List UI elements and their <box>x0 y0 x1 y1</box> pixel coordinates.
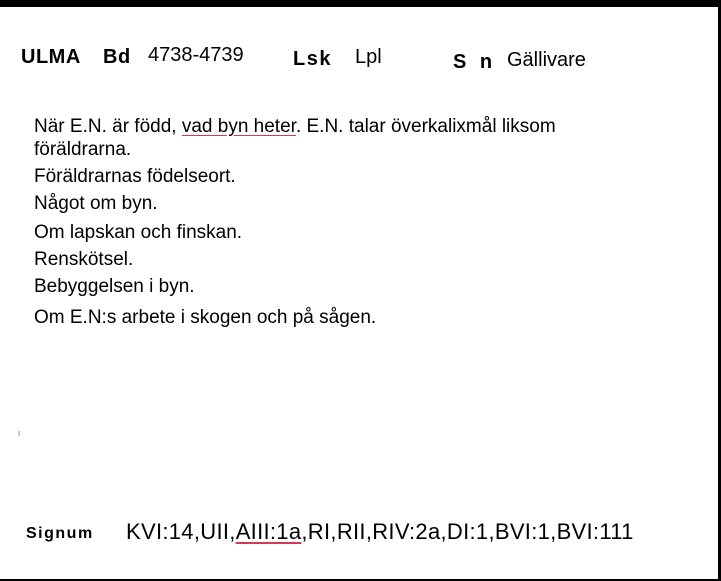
top-border <box>0 0 721 7</box>
signum-value <box>126 518 711 546</box>
signum-value-pre: KVI:14,UII, <box>126 519 236 544</box>
signum-label: Signum <box>26 525 94 542</box>
content-line-1 <box>34 116 556 138</box>
content-line-8: Om E.N:s arbete i skogen och på sågen. <box>34 307 377 328</box>
archive-label: ULMA <box>21 46 81 68</box>
content-line-6: Renskötsel. <box>34 249 134 270</box>
sn-label: S n <box>453 51 497 73</box>
content-line-4: Något om byn. <box>34 193 158 214</box>
content-line-3: Föräldrarnas födelseort. <box>34 166 236 187</box>
lsk-value: Lpl <box>355 46 382 68</box>
bd-value: 4738-4739 <box>148 44 244 66</box>
content-line-7: Bebyggelsen i byn. <box>34 276 195 297</box>
content-line-5: Om lapskan och finskan. <box>34 222 243 243</box>
content-line-1-post: . E.N. talar överkalixmål liksom <box>295 116 556 137</box>
content-line-1-pre: När E.N. är född, <box>34 116 182 137</box>
content-line-1-underlined: vad byn heter <box>181 116 296 137</box>
content-line-2: föräldrarna. <box>34 139 132 160</box>
signum-value-post: ,RI,RII,RIV:2a,DI:1,BVI:1,BVI:111 <box>301 519 634 544</box>
signum-value-underlined: AIII:1a <box>235 519 302 544</box>
bd-label: Bd <box>103 46 131 68</box>
stray-mark <box>18 431 20 436</box>
lsk-label: Lsk <box>293 48 332 70</box>
sn-value: Gällivare <box>507 49 586 71</box>
